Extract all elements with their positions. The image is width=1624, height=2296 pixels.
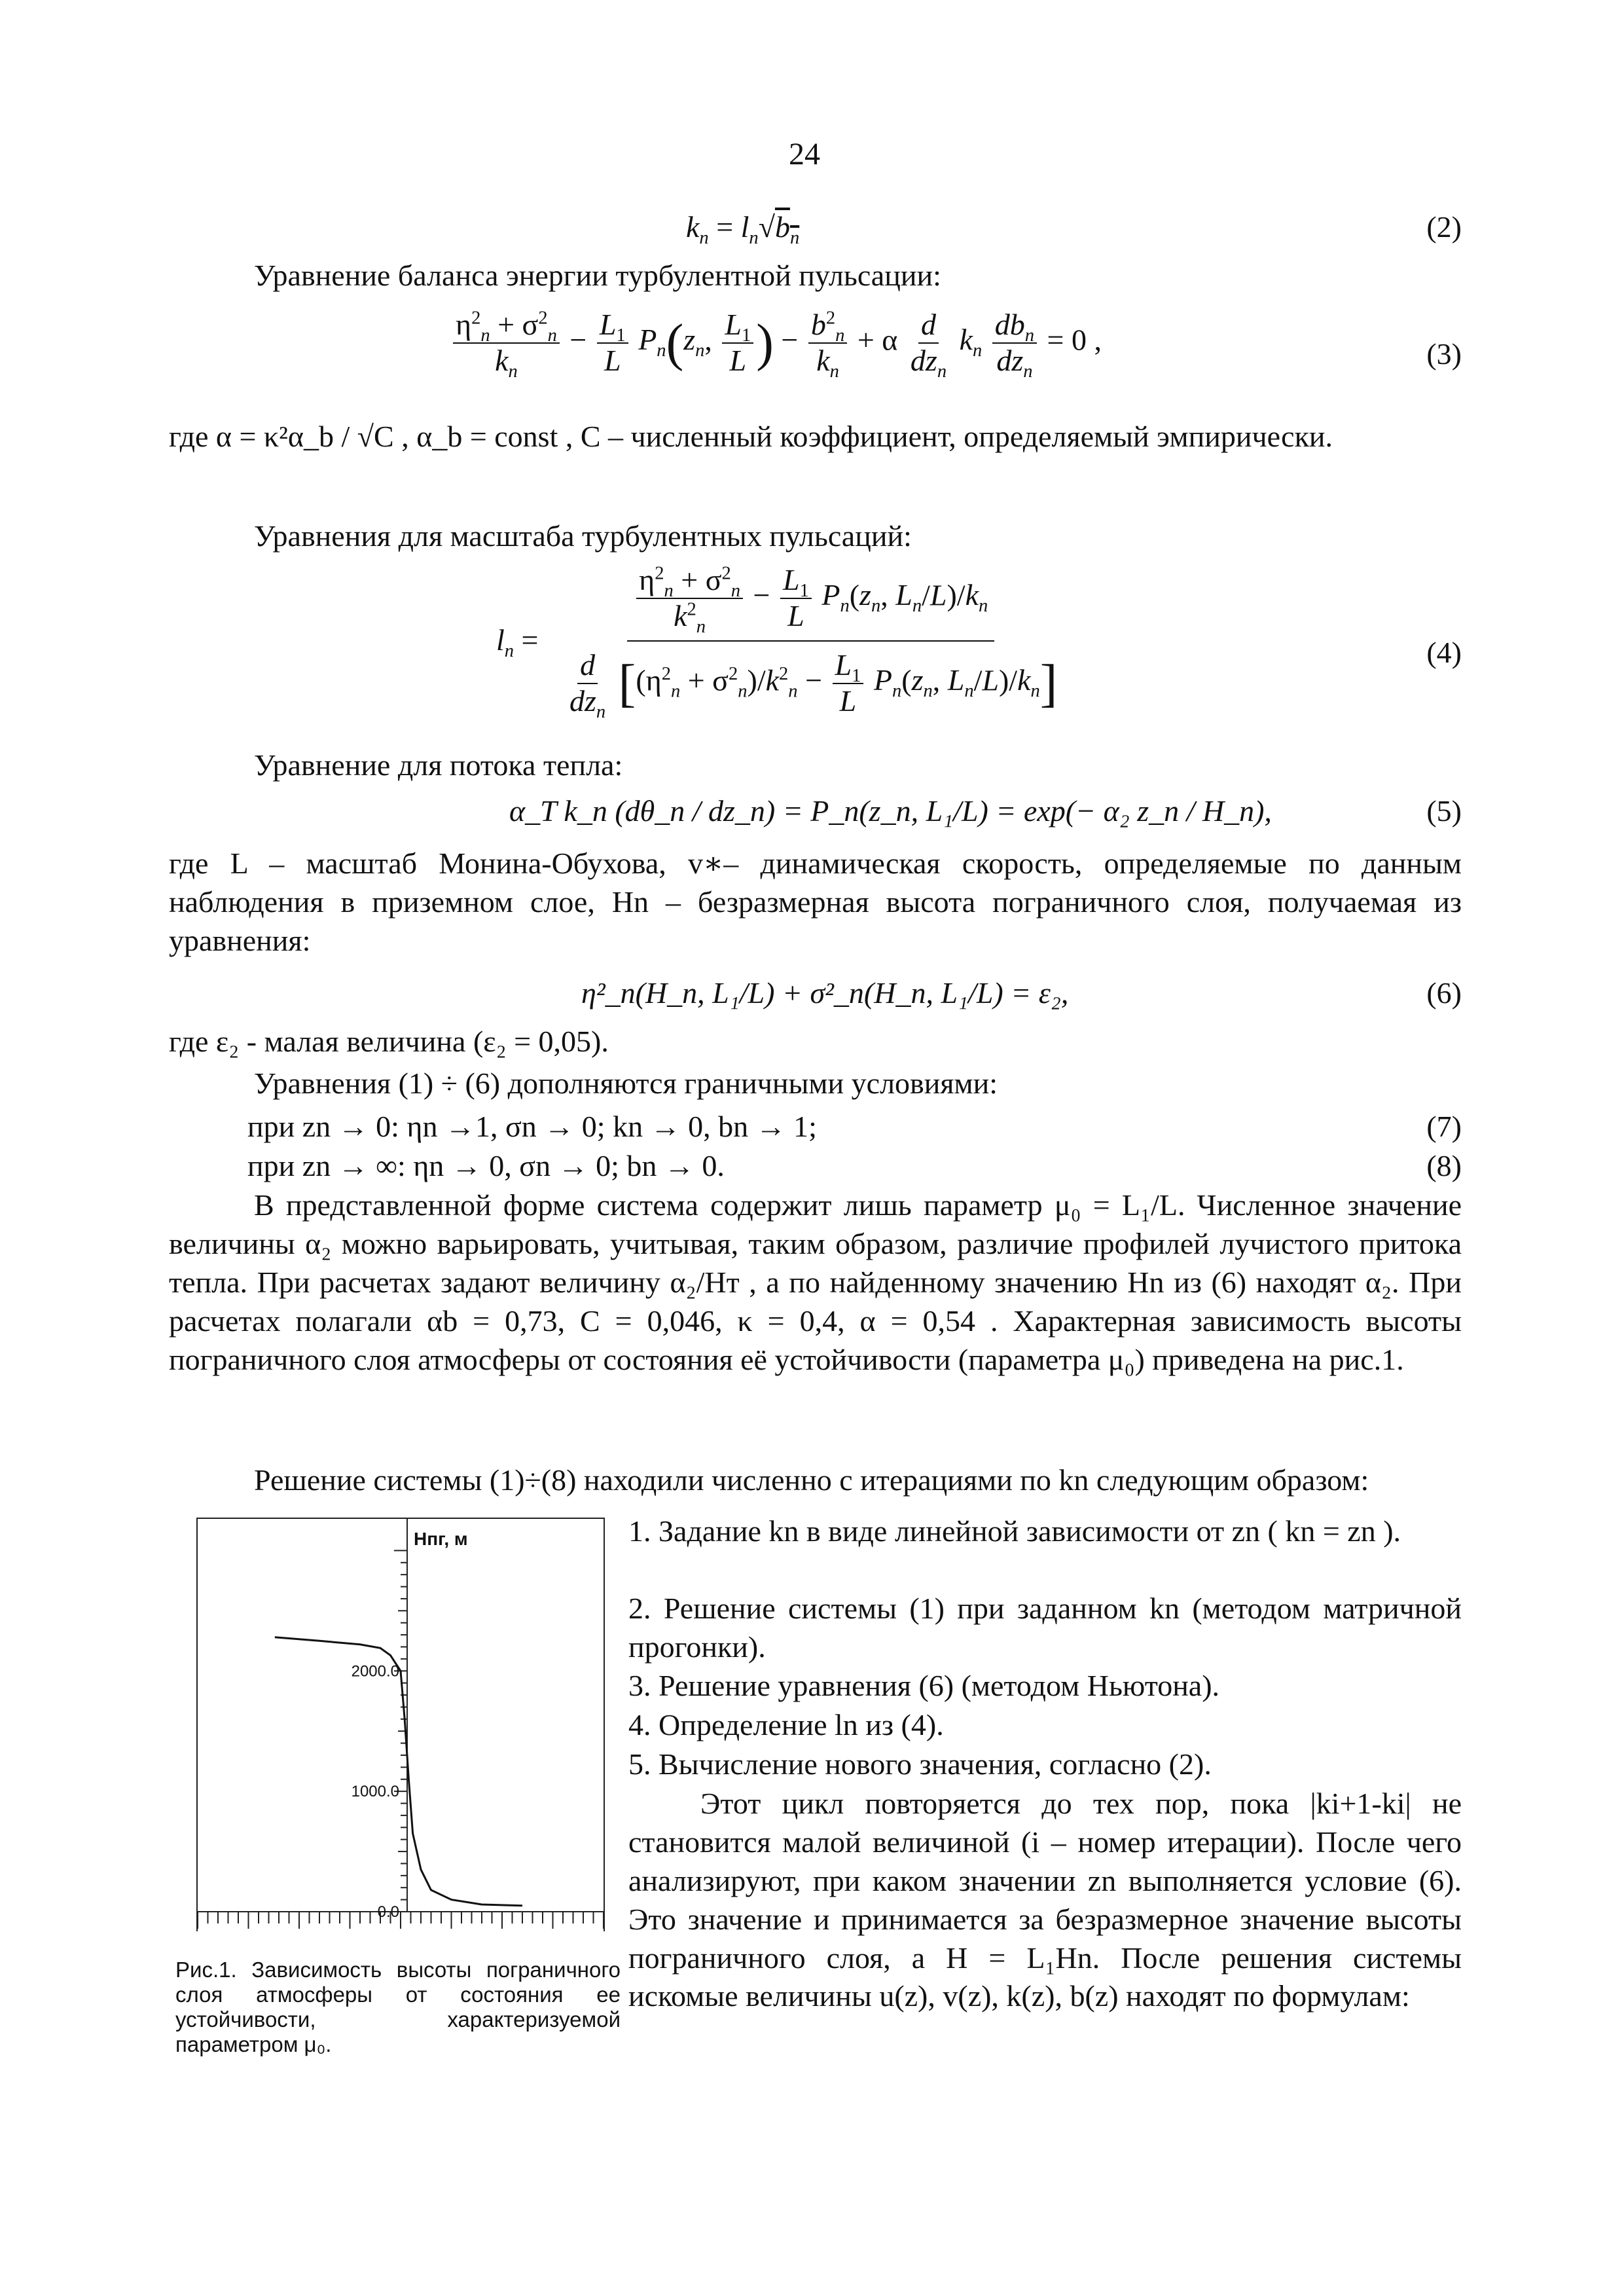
boundary-condition-7-number: (7) (1426, 1110, 1462, 1143)
equation-2 (169, 208, 1462, 249)
page-number: 24 (789, 137, 820, 172)
step-4: 4. Определение ln из (4). (628, 1708, 944, 1741)
equation-6-number: (6) (1426, 976, 1462, 1010)
equation-6-formula: η²_n(H_n, L₁/L) + σ²_n(H_n, L₁/L) = ε₂, (581, 976, 1069, 1010)
paragraph-iteration: Этот цикл повторяется до тех пор, пока |ki+1-ki| не становится малой величиной (i – номер итерации). После чего анализируют, при каком значении zn выполняется условие (6). Это значение и принимается за безразмерное значение высоты пограничного слоя, а H = L₁Hn. После решения системы искомые величины u(z), v(z), k(z), b(z) находят по формулам: (628, 1787, 1462, 2013)
equation-4-formula: $l_n$ = $\frac{\eta^2_n + \sigma^2_n}{k^2_n}$ − $\frac{L_1}{L}$ $P_n(z_n$, $L_n/L)/k_n$ $\frac{d}{dz_n}$ [$(\eta^2_n + \sigma^2_n)/k^2_n$ − $\frac{L_1}{L}$ $P_n(z_n$, $L_n/L)/k_n$] (496, 563, 1058, 722)
figure-1-chart (198, 1519, 604, 1931)
paragraph-alpha-definition: где α = κ²α_b / √C , α_b = const , C – численный коэффициент, определяемый эмпирически. (169, 420, 1333, 453)
equation-5-number: (5) (1426, 794, 1462, 828)
equation-6 (169, 974, 1462, 1010)
equation-3-tail: = 0 , (1047, 323, 1102, 357)
paragraph-scale: Уравнения для масштаба турбулентных пульсаций: (254, 519, 912, 553)
paragraph-monin-obukhov: где L – масштаб Монина-Обухова, v∗– динамическая скорость, определяемые по данным наблюдения в приземном слое, Hn – безразмерная высота пограничного слоя, получаемая из уравнения: (169, 847, 1462, 957)
step-1: 1. Задание kn в виде линейной зависимости от zn ( kn = zn ). (628, 1514, 1401, 1548)
equation-4-number: (4) (1426, 636, 1462, 669)
equation-3-number: (3) (1426, 337, 1462, 371)
equation-5-formula: α_T k_n (dθ_n / dz_n) = P_n(z_n, L₁/L) = exp(− α₂ z_n / H_n), (509, 794, 1272, 828)
paragraph-solution: Решение системы (1)÷(8) находили численно с итерациями по kn следующим образом: (254, 1463, 1369, 1497)
figure-1-caption: Рис.1. Зависимость высоты пограничного слоя атмосферы от состояния ее устойчивости, характеризуемой параметром μ₀. (175, 1958, 621, 2056)
equation-2-number: (2) (1426, 210, 1462, 244)
step-3: 3. Решение уравнения (6) (методом Ньютона). (628, 1669, 1220, 1702)
paragraph-heat-flux: Уравнение для потока тепла: (254, 748, 623, 782)
step-5: 5. Вычисление нового значения, согласно (2). (628, 1747, 1212, 1781)
y-axis-label: Hпг, м (414, 1529, 468, 1549)
equation-5 (169, 792, 1462, 828)
boundary-condition-7 (247, 1108, 1462, 1146)
y-tick-label: 0.0 (377, 1903, 399, 1921)
paragraph-energy-balance: Уравнение баланса энергии турбулентной пульсации: (254, 259, 941, 292)
equation-2-formula: $k_n = l_n√b_n$ (686, 210, 800, 249)
figure-1 (196, 1518, 605, 1931)
paragraph-boundary-conditions: Уравнения (1) ÷ (6) дополняются граничными условиями: (254, 1066, 998, 1100)
boundary-condition-8 (247, 1147, 1462, 1186)
equation-4 (169, 563, 1462, 722)
step-2: 2. Решение системы (1) при заданном kn (методом матричной прогонки). (628, 1592, 1462, 1664)
y-tick-label: 1000.0 (351, 1783, 399, 1801)
paragraph-parameter: В представленной форме система содержит лишь параметр μ₀ = L₁/L. Численное значение величины α₂ можно варьировать, учитывая, таким образом, различие профилей лучистого притока тепла. При расчетах задают величину α₂/Hт , а по найденному значению Hn из (6) находят α₂. При расчетах полагали αb = 0,73, C = 0,046, κ = 0,4, α = 0,54 . Характерная зависимость высоты пограничного слоя атмосферы от состояния её устойчивости (параметра μ₀) приведена на рис.1. (169, 1188, 1462, 1376)
boundary-condition-8-number: (8) (1426, 1149, 1462, 1182)
paragraph-epsilon: где ε₂ - малая величина (ε₂ = 0,05). (169, 1025, 609, 1058)
boundary-condition-8-text: при zn → ∞: ηn → 0, σn → 0; bn → 0. (247, 1149, 725, 1182)
y-tick-label: 2000.0 (351, 1662, 399, 1681)
equation-3-formula: $\frac{\eta^2_n + \sigma^2_n}{k_n}$ − $\frac{L_1}{L}$ $P_n(z_n$, $\frac{L_1}{L}$ ) − $\frac{b^2_n}{k_n}$ + α $\frac{d}{dz_n}$ $k_n$ $\frac{db_n}{dz_n}$ = 0 , (450, 308, 1102, 378)
boundary-condition-7-text: при zn → 0: ηn →1, σn → 0; kn → 0, bn → 1; (247, 1110, 817, 1143)
